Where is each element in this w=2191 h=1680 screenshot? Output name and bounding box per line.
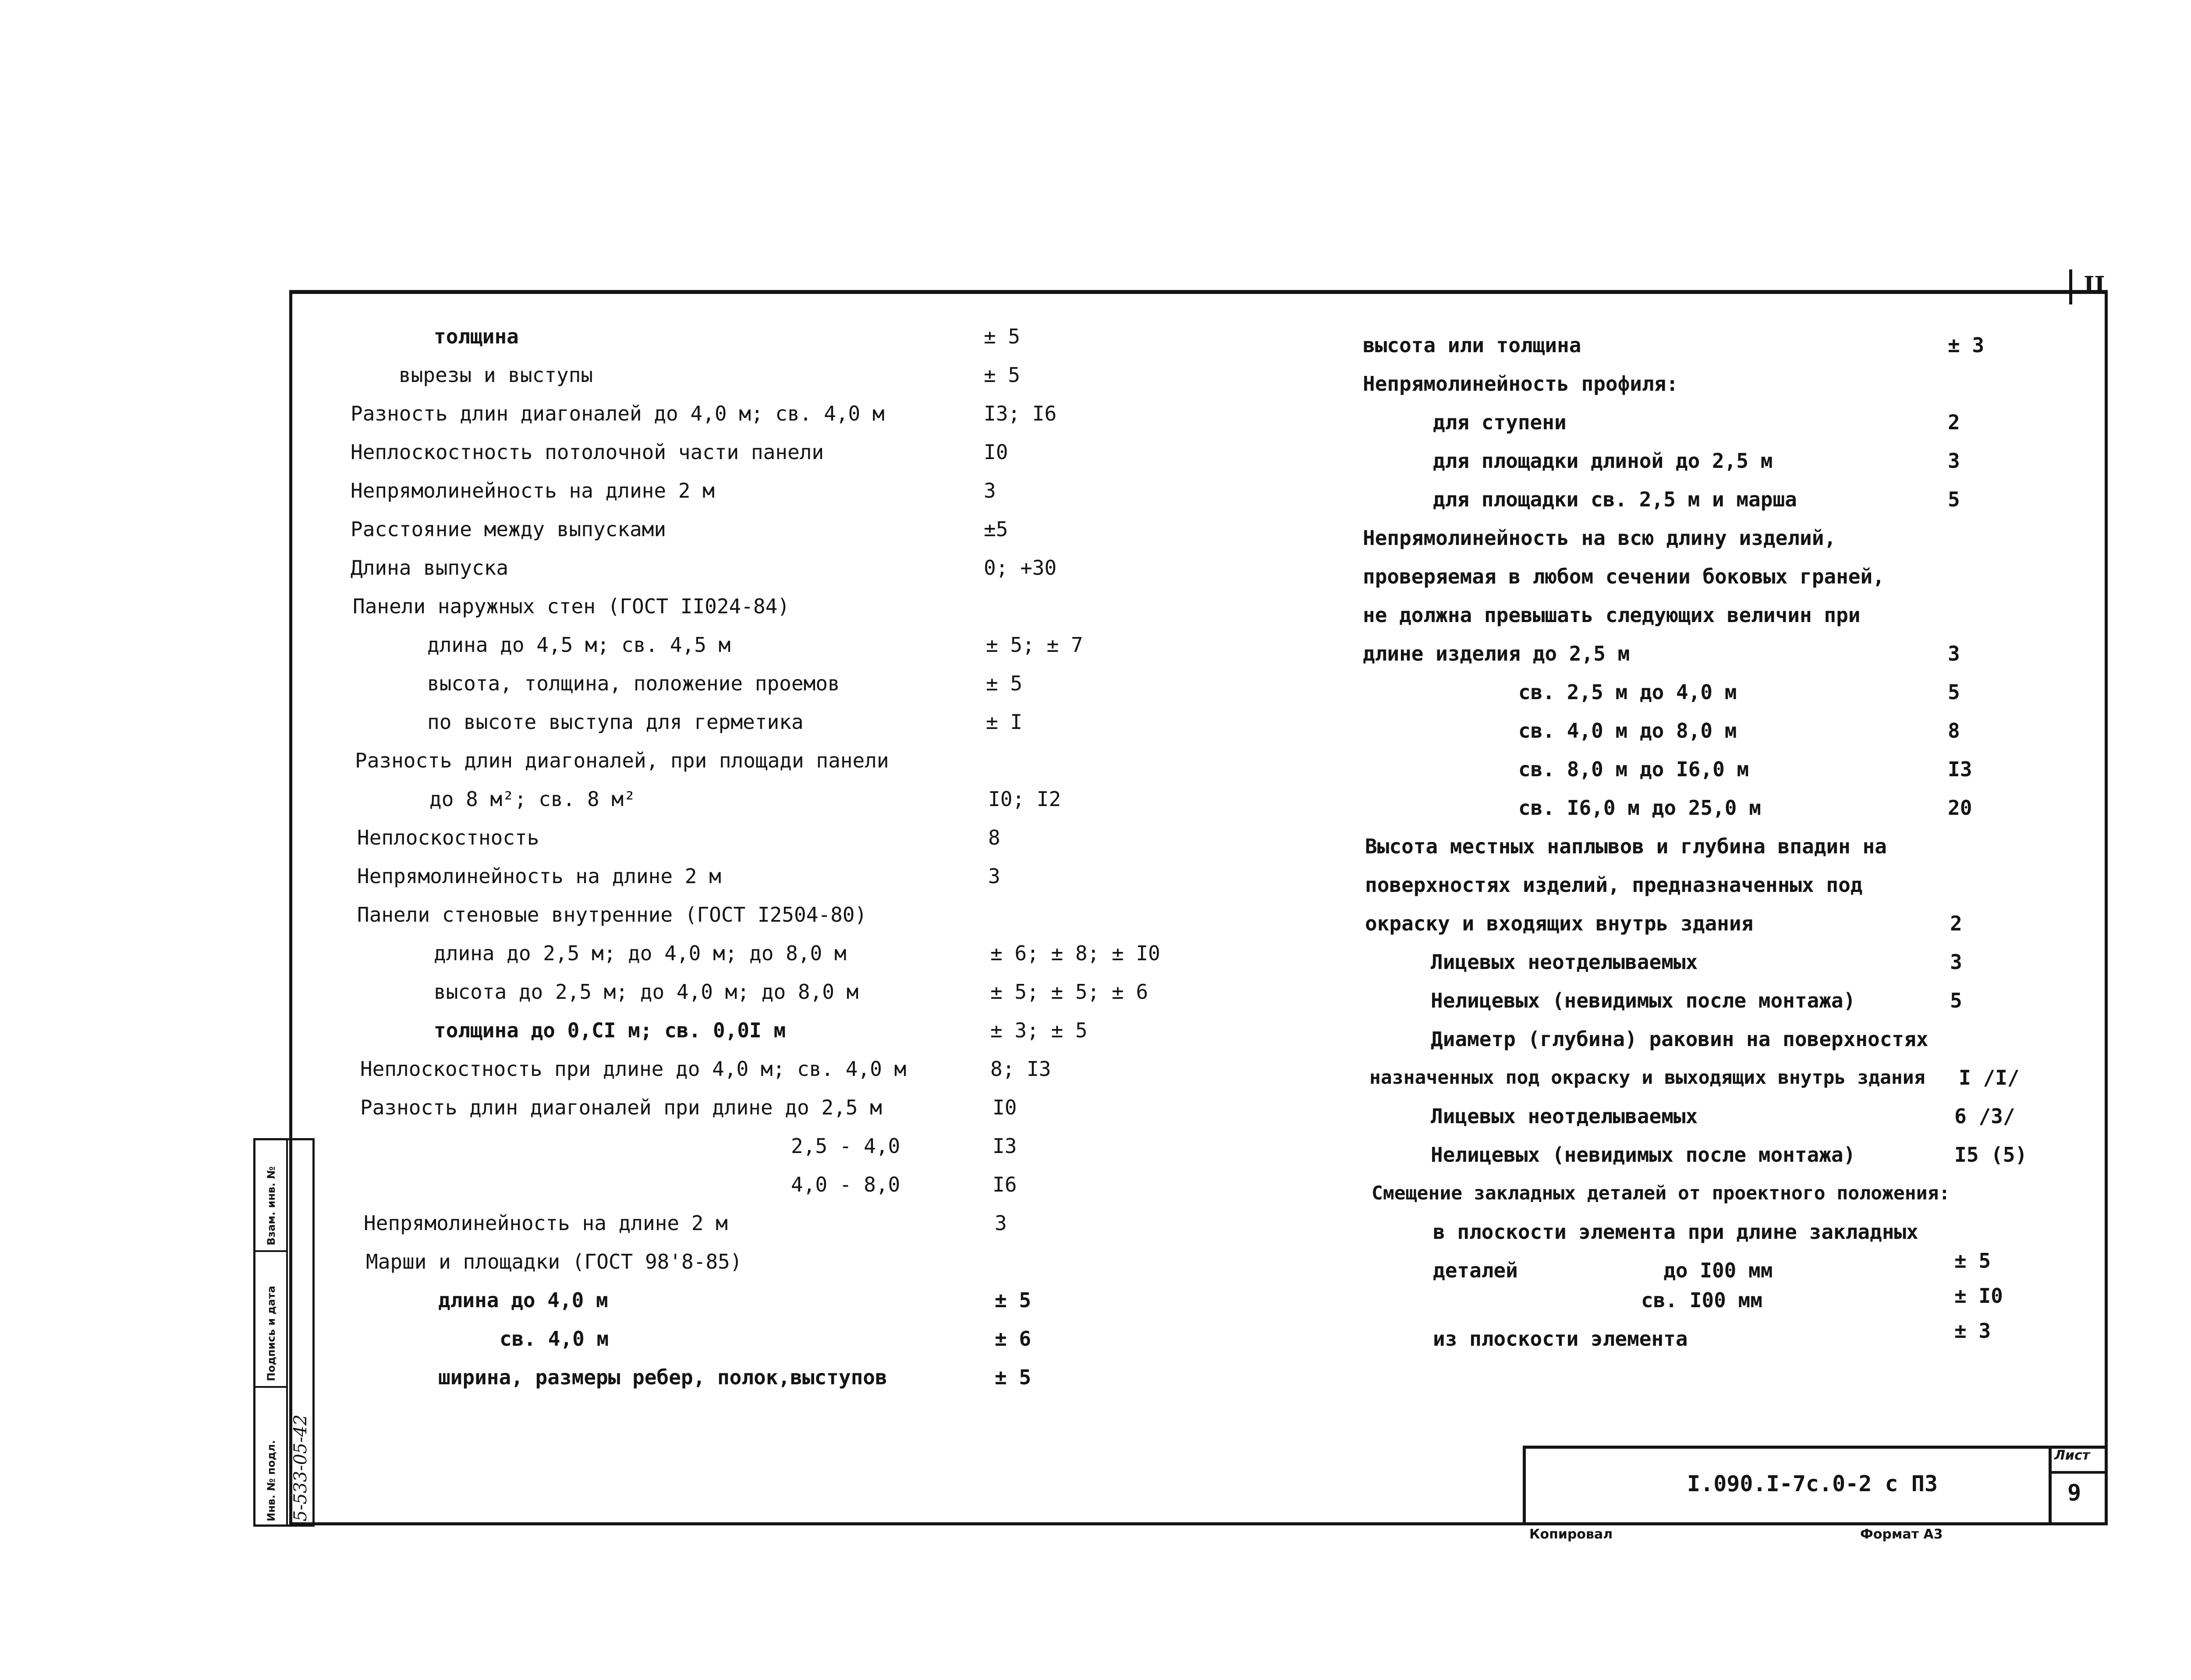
list-item-value: 3: [1950, 950, 1962, 974]
sheet-number: 9: [2067, 1480, 2081, 1506]
margin-stamp: [253, 1138, 315, 1527]
list-item-value: I3: [1948, 757, 1972, 781]
list-item: Неплоскостность при длине до 4,0 м; св. 4,0 м: [360, 1057, 907, 1081]
list-item: св. I6,0 м до 25,0 м: [1518, 796, 1761, 820]
list-item: св. 2,5 м до 4,0 м: [1518, 680, 1737, 704]
list-item-value: 2: [1948, 410, 1960, 434]
list-item-value: 3: [984, 479, 996, 502]
list-item: деталей до I00 мм: [1433, 1259, 1773, 1282]
list-item: до 8 м²; св. 8 м²: [429, 787, 636, 811]
page-number: II: [2084, 272, 2105, 298]
list-item-value: ± 5: [995, 1365, 1032, 1389]
list-item-value: I5 (5): [1954, 1143, 2028, 1167]
list-item-value: 2: [1950, 912, 1962, 935]
list-item: Высота местных наплывов и глубина впадин на: [1365, 835, 1887, 858]
list-item-value: ± 5: [995, 1288, 1032, 1312]
list-item-value: 6 /3/: [1954, 1104, 2015, 1128]
list-item-value: 3: [995, 1211, 1007, 1235]
list-item: Нелицевых (невидимых после монтажа): [1431, 989, 1856, 1012]
list-item: Неплоскостность: [357, 826, 539, 849]
list-item: высота до 2,5 м; до 4,0 м; до 8,0 м: [434, 980, 859, 1004]
list-item: Лицевых неотделываемых: [1431, 1104, 1698, 1128]
list-item-value: 8: [988, 826, 1000, 849]
stamp-inv-label: Инв. № подл.: [265, 1440, 277, 1521]
list-item-value: 5: [1948, 488, 1960, 511]
list-item-heading: Смещение закладных деталей от проектного положения:: [1372, 1182, 1950, 1204]
list-item: вырезы и выступы: [399, 363, 593, 387]
list-item: Длина выпуска: [351, 556, 509, 580]
list-item: длина до 4,5 м; св. 4,5 м: [427, 633, 731, 657]
copied-label: Копировал: [1529, 1527, 1613, 1542]
list-item: толщина: [434, 325, 519, 348]
list-item-heading: Разность длин диагоналей, при площади панели: [355, 749, 889, 772]
list-item: толщина до 0,CI м; св. 0,0I м: [434, 1019, 786, 1042]
list-item-value: 5: [1948, 680, 1960, 704]
list-item: св. 4,0 м до 8,0 м: [1518, 719, 1737, 743]
list-item-value: 0; +30: [984, 556, 1057, 580]
list-item: Непрямолинейность на длине 2 м: [351, 479, 715, 502]
list-item: длина до 4,0 м: [438, 1288, 608, 1312]
list-item: для ступени: [1433, 410, 1567, 434]
list-item-value: 3: [1948, 449, 1960, 473]
list-item: 4,0 - 8,0: [791, 1173, 901, 1196]
list-item: для площадки длиной до 2,5 м: [1433, 449, 1773, 473]
list-item-value: 3: [988, 864, 1000, 888]
list-item-value: I0: [984, 440, 1008, 464]
document-code: I.090.I-7c.0-2 с ПЗ: [1687, 1471, 1938, 1496]
list-item: поверхностях изделий, предназначенных под: [1365, 873, 1863, 897]
list-item: для площадки св. 2,5 м и марша: [1433, 488, 1797, 511]
list-item: ширина, размеры ребер, полок,выступов: [438, 1365, 887, 1389]
list-item: Разность длин диагоналей до 4,0 м; св. 4,0 м: [351, 402, 885, 425]
list-item: Лицевых неотделываемых: [1431, 950, 1698, 974]
list-item: Непрямолинейность на длине 2 м: [357, 864, 721, 888]
list-item: Неплоскостность потолочной части панели: [351, 440, 824, 464]
list-item: св. I00 мм: [1641, 1288, 1762, 1312]
list-item: длине изделия до 2,5 м: [1363, 642, 1630, 665]
list-item: Непрямолинейность на длине 2 м: [364, 1211, 728, 1235]
list-item-value: ± 3: [1954, 1319, 1991, 1343]
list-item: из плоскости элемента: [1433, 1327, 1688, 1351]
list-item: св. 4,0 м: [500, 1327, 609, 1351]
list-item: Расстояние между выпусками: [351, 517, 667, 541]
list-item-value: ± 6: [995, 1327, 1032, 1351]
list-item: Непрямолинейность на всю длину изделий,: [1363, 526, 1836, 550]
list-item-heading: Панели наружных стен (ГОСТ II024-84): [353, 594, 790, 618]
list-item: назначенных под окраску и выходящих внутрь здания: [1369, 1067, 1925, 1089]
list-item-value: I /I/: [1959, 1066, 2020, 1089]
list-item-heading: Марши и площадки (ГОСТ 98'8-85): [366, 1250, 742, 1273]
list-item: проверяемая в любом сечении боковых граней,: [1363, 565, 1885, 588]
stamp-sign-label: Подпись и дата: [265, 1286, 277, 1381]
list-item: 2,5 - 4,0: [791, 1134, 901, 1158]
list-item: св. 8,0 м до I6,0 м: [1518, 757, 1749, 781]
list-item-value: ± 5: [984, 363, 1021, 387]
list-item: длина до 2,5 м; до 4,0 м; до 8,0 м: [434, 941, 847, 965]
list-item: Диаметр (глубина) раковин на поверхностях: [1431, 1027, 1929, 1051]
list-item-value: I0: [993, 1096, 1017, 1119]
list-item-value: I6: [993, 1173, 1017, 1196]
list-item-value: I3: [993, 1134, 1017, 1158]
list-item: высота или толщина: [1363, 333, 1581, 357]
list-item: окраску и входящих внутрь здания: [1365, 912, 1754, 935]
list-item: Нелицевых (невидимых после монтажа): [1431, 1143, 1856, 1167]
sheet-label: Лист: [2054, 1448, 2090, 1463]
list-item: не должна превышать следующих величин при: [1363, 603, 1861, 627]
list-item-value: 20: [1948, 796, 1972, 820]
format-label: Формат А3: [1860, 1527, 1943, 1542]
list-item-value: ± 3; ± 5: [990, 1019, 1088, 1042]
list-item-value: I3; I6: [984, 402, 1057, 425]
stamp-vzam-label: Взам. инв. №: [265, 1166, 277, 1245]
list-item: Разность длин диагоналей при длине до 2,5 м: [360, 1096, 882, 1119]
list-item-value: ± 5: [986, 672, 1023, 695]
list-item-value: 8; I3: [990, 1057, 1051, 1081]
list-item-value: ± 5: [984, 325, 1021, 348]
list-item: по высоте выступа для герметика: [427, 710, 804, 734]
list-item-value: ±5: [984, 517, 1008, 541]
list-item-value: ± 3: [1948, 333, 1985, 357]
list-item-value: ± 5; ± 5; ± 6: [990, 980, 1149, 1004]
list-item-value: ± I0: [1954, 1284, 2003, 1308]
stamp-inv-value: 5-533-05-42: [291, 1414, 311, 1521]
list-item-value: 3: [1948, 642, 1960, 665]
list-item-value: ± 5; ± 7: [986, 633, 1083, 657]
list-item-heading: Панели стеновые внутренние (ГОСТ I2504-80): [357, 903, 867, 927]
list-item-value: ± 6; ± 8; ± I0: [990, 941, 1160, 965]
list-item-value: ± I: [986, 710, 1023, 734]
list-item-value: 8: [1948, 719, 1960, 743]
list-item-value: 5: [1950, 989, 1962, 1012]
list-item-value: I0; I2: [988, 787, 1061, 811]
list-item: высота, толщина, положение проемов: [427, 672, 840, 695]
sheet-divider: [2049, 1471, 2108, 1474]
list-item-heading: Непрямолинейность профиля:: [1363, 372, 1679, 396]
list-item: в плоскости элемента при длине закладных: [1433, 1220, 1918, 1244]
list-item-value: ± 5: [1954, 1249, 1991, 1273]
